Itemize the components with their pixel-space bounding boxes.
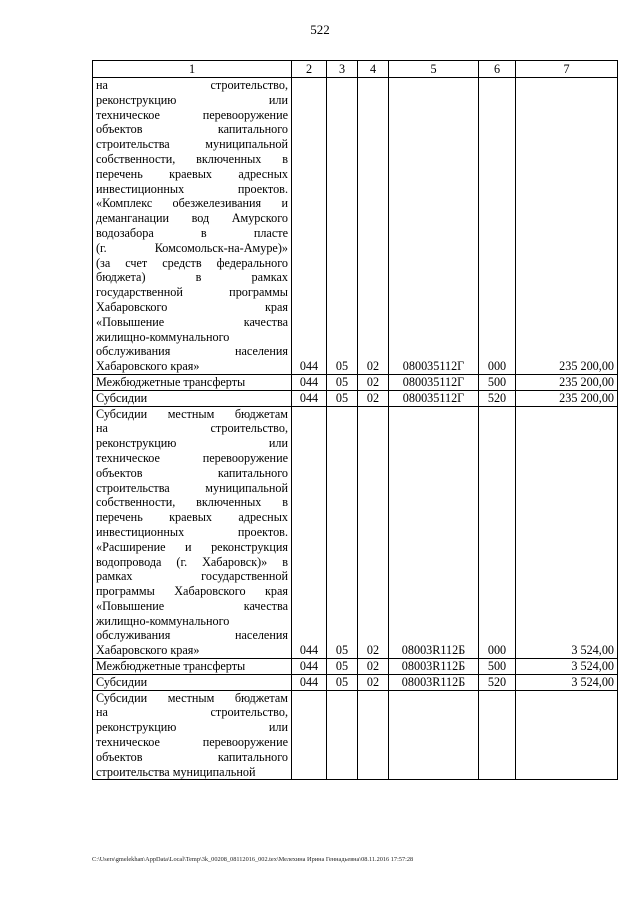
subsection-code: 02 xyxy=(358,406,389,659)
target-article-code: 08003R112Б xyxy=(389,406,479,659)
description-line: перечень краевых адресных xyxy=(96,510,288,525)
section-code: 05 xyxy=(327,78,358,375)
page-number: 522 xyxy=(310,22,330,37)
amount: 3 524,00 xyxy=(516,674,618,690)
description-line: «Повышение качества xyxy=(96,598,288,613)
description-line: Субсидии местным бюджетам xyxy=(96,406,288,421)
subsection-code: 02 xyxy=(358,374,389,390)
description-line: техническое перевооружение xyxy=(96,450,288,465)
amount: 3 524,00 xyxy=(516,659,618,675)
admin-code: 044 xyxy=(292,374,327,390)
target-article-code: 08003R112Б xyxy=(389,659,479,675)
amount: 235 200,00 xyxy=(516,390,618,406)
description-line: техническое перевооружение xyxy=(96,735,288,750)
amount: 235 200,00 xyxy=(516,374,618,390)
col-header-3: 3 xyxy=(327,61,358,78)
row-description xyxy=(93,78,292,375)
description-line: техническое перевооружение xyxy=(96,107,288,122)
col-header-1: 1 xyxy=(93,61,292,78)
description-line: (за счет средств федерального xyxy=(96,255,288,270)
admin-code: 044 xyxy=(292,406,327,659)
subsection-code xyxy=(358,690,389,780)
description-line: на строительство, xyxy=(96,705,288,720)
table-body xyxy=(93,78,618,780)
table-row xyxy=(93,690,618,780)
target-article-code: 080035112Г xyxy=(389,78,479,375)
expense-type-code: 000 xyxy=(479,406,516,659)
row-description: Межбюджетные трансферты xyxy=(93,374,292,390)
subsection-code: 02 xyxy=(358,390,389,406)
row-description: Субсидии xyxy=(93,390,292,406)
description-line: Хабаровского края» xyxy=(96,359,200,374)
description-line: инвестиционных проектов. xyxy=(96,181,288,196)
description-line: строительства муниципальной xyxy=(96,137,288,152)
row-description: Субсидии xyxy=(93,674,292,690)
description-line: на строительство, xyxy=(96,78,288,92)
expense-type-code xyxy=(479,690,516,780)
expense-type-code: 000 xyxy=(479,78,516,375)
description-line: объектов капитального xyxy=(96,465,288,480)
subsection-code: 02 xyxy=(358,78,389,375)
expense-type-code: 500 xyxy=(479,659,516,675)
header-row xyxy=(93,61,618,78)
col-header-5: 5 xyxy=(389,61,479,78)
table-row xyxy=(93,374,618,390)
expense-type-code: 500 xyxy=(479,374,516,390)
description-line: бюджета) в рамках xyxy=(96,270,288,285)
description-line: реконструкцию или xyxy=(96,436,288,451)
row-description xyxy=(93,406,292,659)
description-line: программы Хабаровского края xyxy=(96,584,288,599)
description-line: рамках государственной xyxy=(96,569,288,584)
description-line: водопровода (г. Хабаровск)» в xyxy=(96,554,288,569)
admin-code: 044 xyxy=(292,390,327,406)
section-code: 05 xyxy=(327,674,358,690)
file-path-footer: C:\Users\gmelekhan\AppData\Local\Temp\3k_00208_08112016_002.tex\Мелехина Ирина Геннадьевна\08.11.2016 17:57:28 xyxy=(92,856,414,863)
description-line: строительства муниципальной xyxy=(96,480,288,495)
admin-code xyxy=(292,690,327,780)
table-row xyxy=(93,390,618,406)
col-header-6: 6 xyxy=(479,61,516,78)
subsection-code: 02 xyxy=(358,674,389,690)
col-header-4: 4 xyxy=(358,61,389,78)
subsection-code: 02 xyxy=(358,659,389,675)
description-line: перечень краевых адресных xyxy=(96,166,288,181)
target-article-code: 080035112Г xyxy=(389,374,479,390)
description-line: Хабаровского края» xyxy=(96,643,200,658)
description-line: обслуживания населения xyxy=(96,628,288,643)
description-line: «Повышение качества xyxy=(96,314,288,329)
description-line: деманганации вод Амурского xyxy=(96,211,288,226)
description-line: водозабора в пласте xyxy=(96,225,288,240)
col-header-7: 7 xyxy=(516,61,618,78)
admin-code: 044 xyxy=(292,659,327,675)
description-line: жилищно-коммунального xyxy=(96,329,230,344)
description-line: «Комплекс обезжелезивания и xyxy=(96,196,288,211)
description-line: Хабаровского края xyxy=(96,299,288,314)
amount: 235 200,00 xyxy=(516,78,618,375)
table-row xyxy=(93,406,618,659)
description-line: «Расширение и реконструкция xyxy=(96,539,288,554)
section-code: 05 xyxy=(327,659,358,675)
row-description: Межбюджетные трансферты xyxy=(93,659,292,675)
description-line: инвестиционных проектов. xyxy=(96,524,288,539)
admin-code: 044 xyxy=(292,78,327,375)
amount xyxy=(516,690,618,780)
description-line: (г. Комсомольск-на-Амуре)» xyxy=(96,240,288,255)
target-article-code: 080035112Г xyxy=(389,390,479,406)
description-line: Субсидии местным бюджетам xyxy=(96,690,288,705)
col-header-2: 2 xyxy=(292,61,327,78)
description-line: объектов капитального xyxy=(96,749,288,764)
section-code xyxy=(327,690,358,780)
table-row xyxy=(93,78,618,375)
expense-type-code: 520 xyxy=(479,674,516,690)
amount: 3 524,00 xyxy=(516,406,618,659)
section-code: 05 xyxy=(327,390,358,406)
expense-type-code: 520 xyxy=(479,390,516,406)
description-line: строительства муниципальной xyxy=(96,764,256,779)
section-code: 05 xyxy=(327,406,358,659)
budget-table xyxy=(92,60,618,780)
description-line: реконструкцию или xyxy=(96,720,288,735)
description-line: на строительство, xyxy=(96,421,288,436)
description-line: государственной программы xyxy=(96,285,288,300)
target-article-code xyxy=(389,690,479,780)
table-row xyxy=(93,674,618,690)
target-article-code: 08003R112Б xyxy=(389,674,479,690)
table-row xyxy=(93,659,618,675)
description-line: собственности, включенных в xyxy=(96,495,288,510)
section-code: 05 xyxy=(327,374,358,390)
description-line: реконструкцию или xyxy=(96,92,288,107)
description-line: собственности, включенных в xyxy=(96,151,288,166)
admin-code: 044 xyxy=(292,674,327,690)
description-line: обслуживания населения xyxy=(96,344,288,359)
description-line: жилищно-коммунального xyxy=(96,613,230,628)
row-description xyxy=(93,690,292,780)
description-line: объектов капитального xyxy=(96,122,288,137)
